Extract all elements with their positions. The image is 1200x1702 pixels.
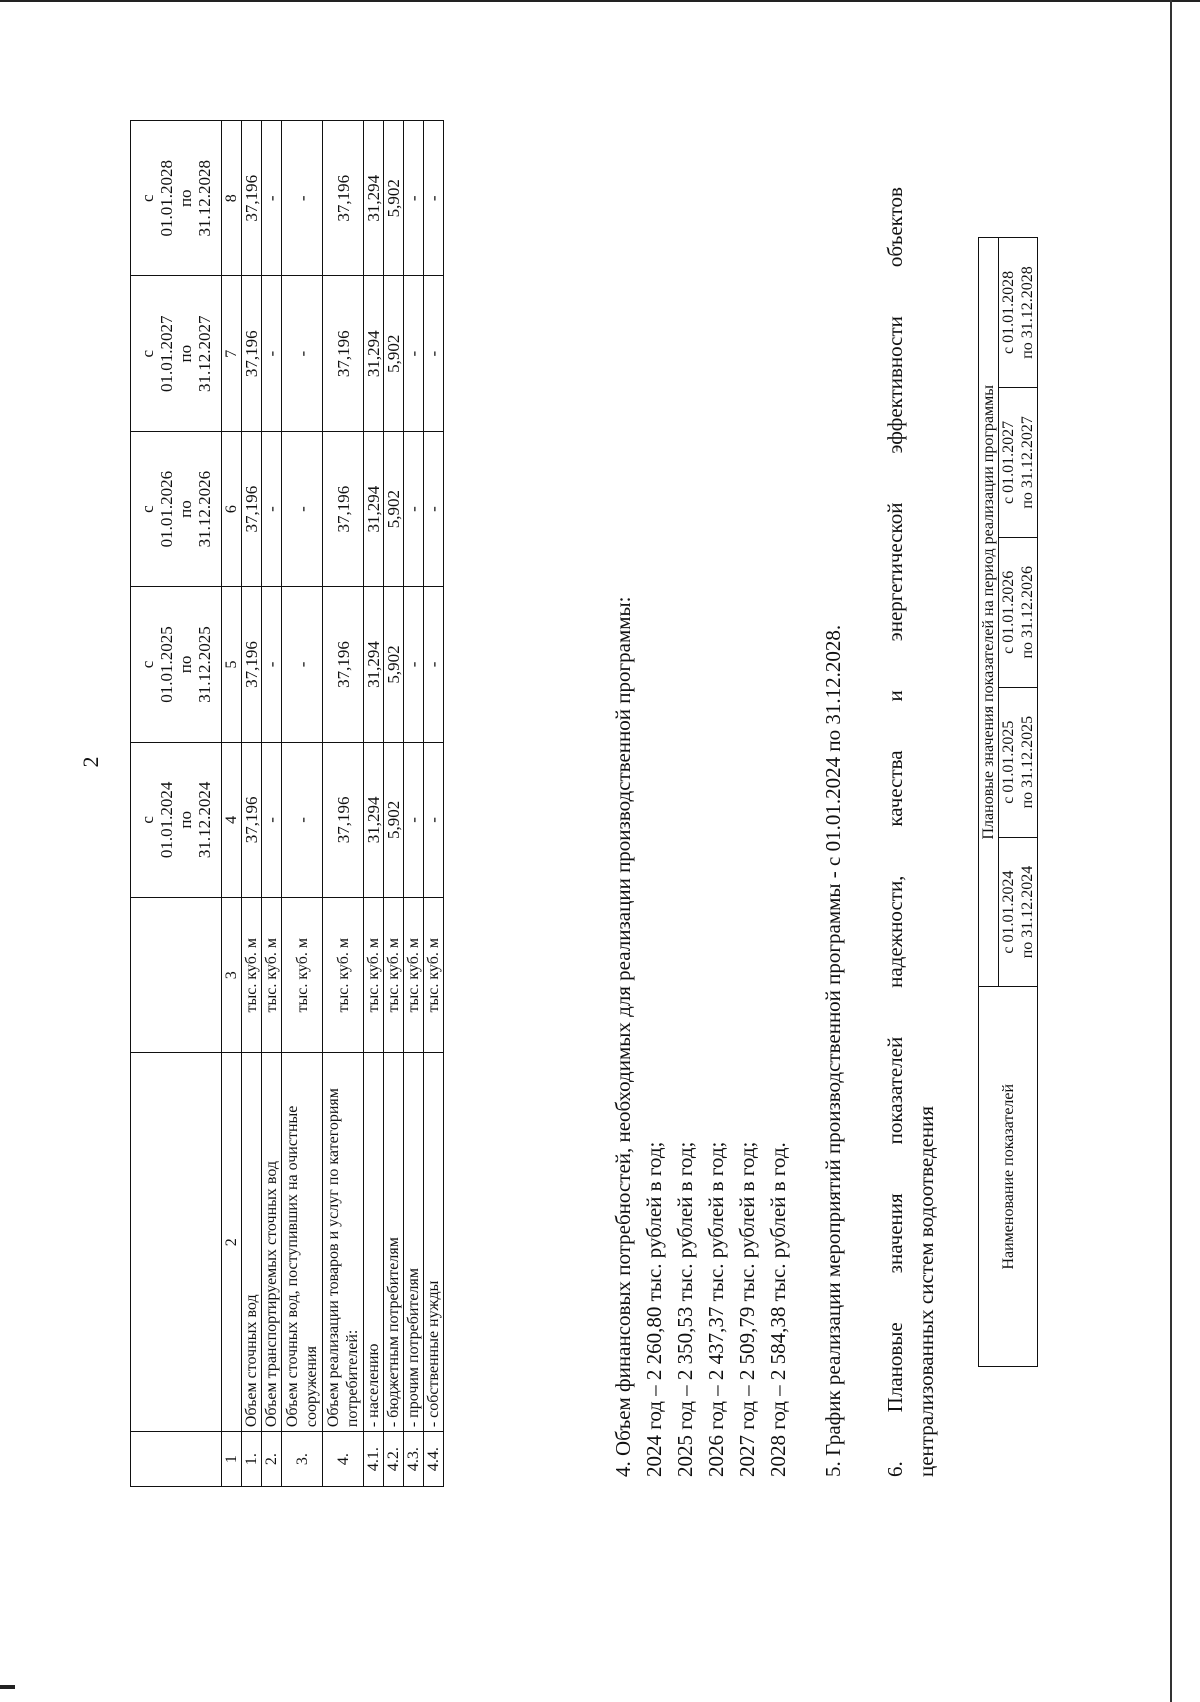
table-row [262,121,282,1487]
row-value: 37,196 [323,121,364,276]
table-row [424,121,444,1487]
indicator-period: с 01.01.2025 по 31.12.2025 [999,687,1038,837]
row-value: 37,196 [242,742,262,897]
heading-word: объектов [883,187,907,268]
row-value: 37,196 [323,276,364,431]
row-name: - бюджетным потребителям [384,1053,404,1432]
section-schedule: 5. График реализации мероприятий производственной программы - с 01.01.2024 по 31.12.2028. [821,624,845,1477]
header-period: с 01.01.2026 по 31.12.2026 [131,431,222,586]
row-value: - [262,121,282,276]
column-number: 7 [222,276,242,431]
row-value: - [282,121,323,276]
indicator-group-header: Плановые значения показателей на период реализации программы [979,238,999,987]
row-name: - прочим потребителям [404,1053,424,1432]
row-value: 37,196 [323,587,364,742]
row-value: - [262,431,282,586]
financial-line: 2028 год – 2 584,38 тыс. рублей в год. [766,1142,790,1477]
section-indicators [880,187,942,1477]
row-value: 5,902 [384,742,404,897]
row-name: Объем транспортируемых сточных вод [262,1053,282,1432]
column-number: 8 [222,121,242,276]
row-value: - [424,431,444,586]
row-value: - [404,431,424,586]
row-number: 4.2. [384,1432,404,1487]
indicator-period: с 01.01.2027 по 31.12.2027 [999,387,1038,537]
row-unit: тыс. куб. м [364,898,384,1053]
row-number: 4.3. [404,1432,424,1487]
table-row [384,121,404,1487]
row-name: Объем реализации товаров и услуг по категориям потребителей: [323,1053,364,1432]
table-row [404,121,424,1487]
row-unit: тыс. куб. м [282,898,323,1053]
row-value: 37,196 [323,431,364,586]
row-value: - [282,742,323,897]
row-unit: тыс. куб. м [262,898,282,1053]
row-value: - [424,121,444,276]
section-heading-line2: централизованных систем водоотведения [914,1105,938,1477]
row-value: 31,294 [364,431,384,586]
heading-word: Плановые [883,1322,907,1413]
row-value: 5,902 [384,587,404,742]
section-financial-needs [608,597,794,1477]
column-number: 5 [222,587,242,742]
row-value: 31,294 [364,121,384,276]
header-period: с 01.01.2025 по 31.12.2025 [131,587,222,742]
row-value: 31,294 [364,276,384,431]
heading-word: надежности, [883,875,907,988]
row-value: 37,196 [242,276,262,431]
row-unit: тыс. куб. м [384,898,404,1053]
row-unit: тыс. куб. м [323,898,364,1053]
row-value: 37,196 [242,431,262,586]
row-value: - [282,431,323,586]
header-period: с 01.01.2024 по 31.12.2024 [131,742,222,897]
row-value: - [424,276,444,431]
row-number: 4.4. [424,1432,444,1487]
row-value: - [262,742,282,897]
row-value: - [282,587,323,742]
table-body [242,121,444,1487]
row-value: 37,196 [242,121,262,276]
table-header-row [131,121,222,1487]
row-value: 37,196 [323,742,364,897]
heading-word: 6. [883,1461,907,1477]
table-row [282,121,323,1487]
column-number: 6 [222,431,242,586]
row-number: 2. [262,1432,282,1487]
header-col2 [131,1053,222,1432]
indicator-name-header: Наименование показателей [979,987,1038,1367]
row-unit: тыс. куб. м [404,898,424,1053]
indicator-header-row [979,238,999,1367]
row-number: 1. [242,1432,262,1487]
header-period: с 01.01.2028 по 31.12.2028 [131,121,222,276]
row-value: - [404,742,424,897]
column-number: 3 [222,898,242,1053]
page-number: 2 [78,756,103,768]
financial-line: 2025 год – 2 350,53 тыс. рублей в год; [673,1141,697,1477]
row-value: 5,902 [384,276,404,431]
production-volume-table [130,120,444,1487]
heading-word: энергетической [883,502,907,642]
row-number: 3. [282,1432,323,1487]
table-row [364,121,384,1487]
indicator-period: с 01.01.2026 по 31.12.2026 [999,537,1038,687]
header-col1 [131,1432,222,1487]
header-period: с 01.01.2027 по 31.12.2027 [131,276,222,431]
column-number: 2 [222,1053,242,1432]
column-number: 1 [222,1432,242,1487]
financial-line: 2024 год – 2 260,80 тыс. рублей в год; [642,1141,666,1477]
row-value: 5,902 [384,121,404,276]
row-value: - [424,587,444,742]
indicator-period: с 01.01.2024 по 31.12.2024 [999,837,1038,987]
row-value: - [404,121,424,276]
row-value: 37,196 [242,587,262,742]
financial-line: 2027 год – 2 509,79 тыс. рублей в год; [735,1141,759,1477]
heading-word: качества [883,750,907,827]
financial-line: 2026 год – 2 437,37 тыс. рублей в год; [704,1141,728,1477]
row-unit: тыс. куб. м [242,898,262,1053]
row-value: 31,294 [364,742,384,897]
heading-word: показателей [883,1036,907,1145]
table-row [242,121,262,1487]
row-value: 5,902 [384,431,404,586]
table-row [323,121,364,1487]
row-value: - [404,587,424,742]
row-value: - [404,276,424,431]
row-name: - собственные нужды [424,1053,444,1432]
section-heading: 4. Объем финансовых потребностей, необходимых для реализации производственной программы: [611,596,635,1477]
row-name: - населению [364,1053,384,1432]
heading-word: значения [883,1193,907,1274]
row-number: 4.1. [364,1432,384,1487]
row-value: - [262,587,282,742]
heading-word: и [883,690,907,702]
heading-word: эффективности [883,316,907,454]
indicator-table [978,237,1038,1367]
header-col3 [131,898,222,1053]
row-value: - [262,276,282,431]
column-number: 4 [222,742,242,897]
section-heading-line1 [880,187,911,1477]
row-name: Объем сточных вод, поступивших на очистные сооружения [282,1053,323,1432]
row-value: - [282,276,323,431]
indicator-period: с 01.01.2028 по 31.12.2028 [999,238,1038,388]
column-number-row [222,121,242,1487]
row-value: 31,294 [364,587,384,742]
row-name: Объем сточных вод [242,1053,262,1432]
row-unit: тыс. куб. м [424,898,444,1053]
row-value: - [424,742,444,897]
row-number: 4. [323,1432,364,1487]
